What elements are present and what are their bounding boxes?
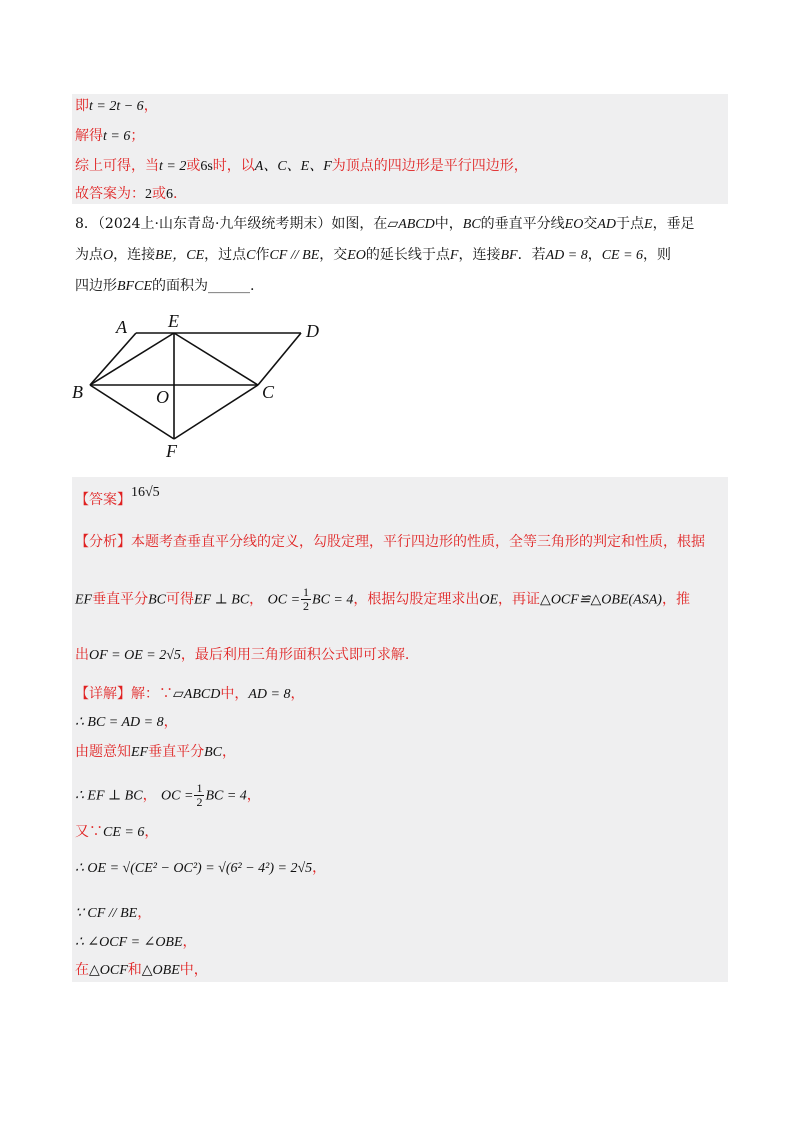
- detail-line-1: 【详解】解：∵▱ABCD中，AD = 8，: [75, 686, 305, 702]
- geometry-figure: [60, 305, 340, 470]
- solution-line-3: 综上可得，当t = 2或6s时，以A、C、E、F为顶点的四边形是平行四边形，: [75, 158, 528, 174]
- detail-line-9: 在△OCF和△OBE中，: [75, 962, 208, 978]
- answer-value: 16√5: [131, 485, 160, 500]
- segment-ab: [90, 333, 136, 385]
- question-line-2: 为点O，连接BE，CE，过点C作CF // BE，交EO的延长线于点F，连接BF．若AD = 8，CE = 6，则: [75, 247, 672, 263]
- detail-line-4: ∴ EF ⊥ BC， OC = $\frac{1}{2}$ BC = 4，: [75, 781, 261, 809]
- label-a: A: [116, 317, 127, 337]
- label-e: E: [168, 311, 179, 331]
- segment-ce: [174, 333, 258, 385]
- question-line-3: 四边形BFCE的面积为______.: [75, 278, 255, 294]
- label-d: D: [306, 321, 319, 341]
- question-line-1: 8．（2024上·山东青岛·九年级统考期末）如图，在▱ABCD中，BC的垂直平分线EO交AD于点E，垂足: [75, 216, 695, 232]
- detail-line-6: ∴ OE = √(CE² − OC²) = √(6² − 4²) = 2√5，: [75, 860, 327, 876]
- fraction-half-detail: $\frac{1}{2}$: [196, 781, 203, 809]
- detail-line-5: 又∵CE = 6，: [75, 824, 159, 840]
- label-f: F: [166, 441, 177, 461]
- answer-line: 【答案】16√5: [75, 485, 160, 508]
- detail-line-2: ∴ BC = AD = 8，: [75, 714, 178, 730]
- label-b: B: [72, 382, 83, 402]
- segment-cf: [174, 385, 258, 439]
- analysis-line-2: EF垂直平分BC可得EF ⊥ BC， OC = $\frac{1}{2}$ BC = 4，根据勾股定理求出OE，再证△OCF≌△OBE(ASA)，推: [75, 585, 690, 613]
- fraction-half: $\frac{1}{2}$: [303, 585, 310, 613]
- solution-line-1: 即t = 2t − 6，: [75, 98, 158, 114]
- label-o: O: [156, 387, 169, 407]
- detail-line-3: 由题意知EF垂直平分BC，: [75, 744, 236, 760]
- analysis-line-3: 出OF = OE = 2√5，最后利用三角形面积公式即可求解.: [75, 647, 410, 663]
- detail-line-8: ∴ ∠OCF = ∠OBE，: [75, 934, 197, 950]
- solution-line-4: 故答案为：2或6.: [75, 186, 178, 202]
- detail-line-7: ∵ CF // BE，: [75, 905, 152, 921]
- segment-cd: [258, 333, 301, 385]
- solution-line-2: 解得t = 6；: [75, 128, 145, 144]
- label-c: C: [262, 382, 275, 402]
- analysis-line-1: 【分析】本题考查垂直平分线的定义，勾股定理，平行四边形的性质，全等三角形的判定和性质，根据: [75, 534, 705, 550]
- segment-be: [90, 333, 174, 385]
